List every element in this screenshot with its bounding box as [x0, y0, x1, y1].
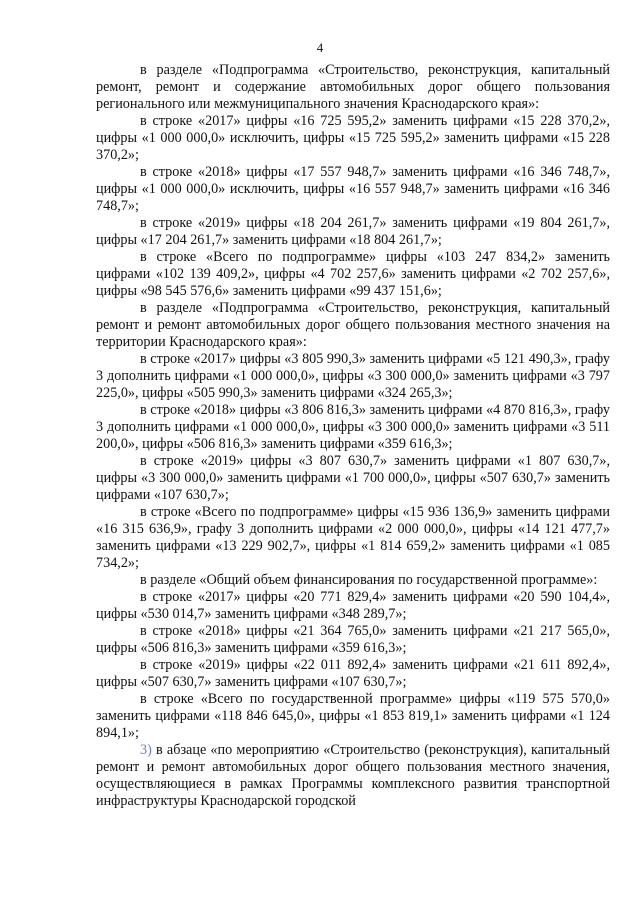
paragraph-item-3-text: в абзаце «по мероприятию «Строительство (реконструкция), капитальный ремонт и ремонт автомобильных дорог общего пользования местного значения, осуществляющиеся в рамках Программы комплексного развития транспортной инфраструктуры Краснодарской городской	[96, 742, 610, 809]
paragraph-row-2019: в строке «2019» цифры «3 807 630,7» заменить цифрами «1 807 630,7», цифры «3 300 000,0» заменить цифрами «1 700 000,0», цифры «507 630,7» заменить цифрами «107 630,7»;	[96, 453, 610, 503]
paragraph-row-2017: в строке «2017» цифры «20 771 829,4» заменить цифрами «20 590 104,4», цифры «530 014,7» заменить цифрами «348 289,7»;	[96, 589, 610, 622]
paragraph-row-2019: в строке «2019» цифры «22 011 892,4» заменить цифрами «21 611 892,4», цифры «507 630,7» заменить цифрами «107 630,7»;	[96, 657, 610, 690]
list-marker: 3)	[140, 742, 152, 758]
document-body	[96, 62, 610, 810]
paragraph-row-2019: в строке «2019» цифры «18 204 261,7» заменить цифрами «19 804 261,7», цифры «17 204 261,7» заменить цифрами «18 804 261,7»;	[96, 215, 610, 248]
paragraph-row-2017: в строке «2017» цифры «3 805 990,3» заменить цифрами «5 121 490,3», графу 3 дополнить цифрами «1 000 000,0», цифры «3 300 000,0» заменить цифрами «3 797 225,0», цифры «505 990,3» заменить цифрами «324 265,3»;	[96, 351, 610, 401]
paragraph-row-2018: в строке «2018» цифры «3 806 816,3» заменить цифрами «4 870 816,3», графу 3 дополнить цифрами «1 000 000,0», цифры «3 300 000,0» заменить цифрами «3 511 200,0», цифры «506 816,3» заменить цифрами «359 616,3»;	[96, 402, 610, 452]
paragraph-section-local-roads: в разделе «Подпрограмма «Строительство, реконструкция, капитальный ремонт и ремонт автомобильных дорог общего пользования местного значения на территории Краснодарского края»:	[96, 300, 610, 350]
paragraph-row-2018: в строке «2018» цифры «17 557 948,7» заменить цифрами «16 346 748,7», цифры «1 000 000,0» исключить, цифры «16 557 948,7» заменить цифрами «16 346 748,7»;	[96, 164, 610, 214]
paragraph-row-2017: в строке «2017» цифры «16 725 595,2» заменить цифрами «15 228 370,2», цифры «1 000 000,0» исключить, цифры «15 725 595,2» заменить цифрами «15 228 370,2»;	[96, 113, 610, 163]
page-number: 4	[316, 40, 324, 55]
paragraph-row-2018: в строке «2018» цифры «21 364 765,0» заменить цифрами «21 217 565,0», цифры «506 816,3» заменить цифрами «359 616,3»;	[96, 623, 610, 656]
paragraph-section-regional-roads: в разделе «Подпрограмма «Строительство, реконструкция, капитальный ремонт, ремонт и содержание автомобильных дорог общего пользования регионального или межмуниципального значения Краснодарского края»:	[96, 62, 610, 112]
paragraph-row-total-subprogram: в строке «Всего по подпрограмме» цифры «15 936 136,9» заменить цифрами «16 315 636,9», графу 3 дополнить цифрами «2 000 000,0», цифры «14 121 477,7» заменить цифрами «13 229 902,7», цифры «1 814 659,2» заменить цифрами «1 085 734,2»;	[96, 504, 610, 571]
paragraph-section-total-funding: в разделе «Общий объем финансирования по государственной программе»:	[140, 572, 598, 588]
paragraph-item-3	[96, 742, 610, 810]
paragraph-row-total-subprogram: в строке «Всего по подпрограмме» цифры «103 247 834,2» заменить цифрами «102 139 409,2», цифры «4 702 257,6» заменить цифрами «2 702 257,6», цифры «98 545 576,6» заменить цифрами «99 437 151,6»;	[96, 249, 610, 299]
paragraph-row-total-program: в строке «Всего по государственной программе» цифры «119 575 570,0» заменить цифрами «118 846 645,0», цифры «1 853 819,1» заменить цифрами «1 124 894,1»;	[96, 691, 610, 741]
